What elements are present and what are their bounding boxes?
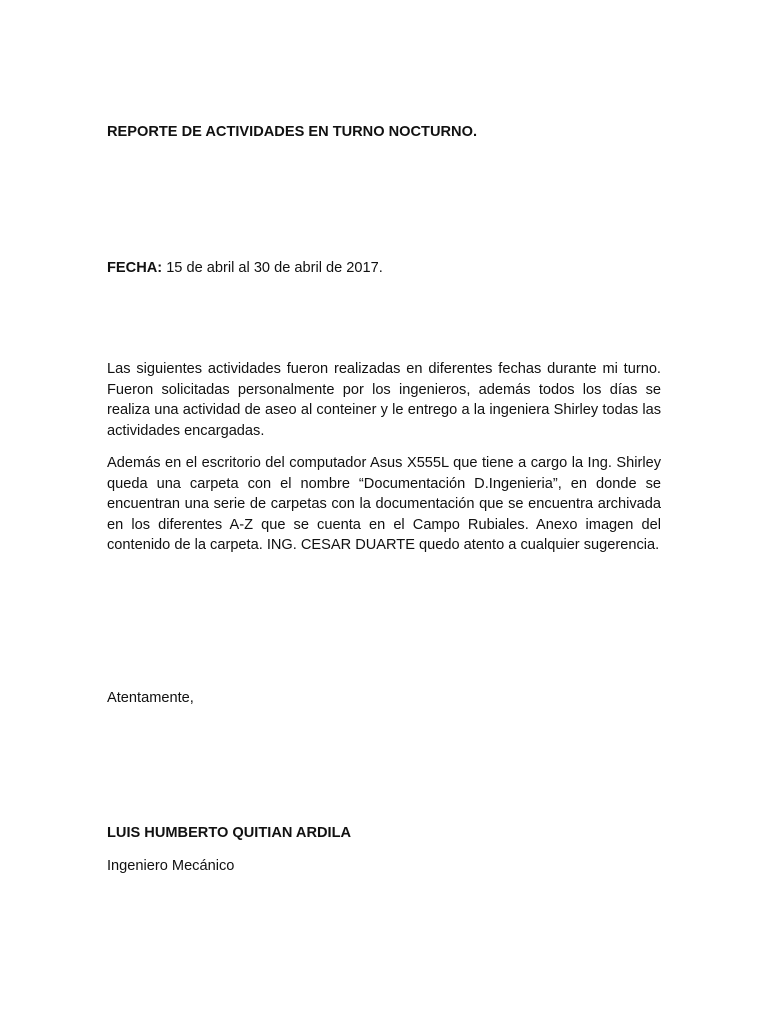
date-line [107, 260, 383, 276]
date-label: FECHA: [107, 260, 163, 276]
closing-salutation: Atentamente, [107, 690, 194, 706]
document-title: REPORTE DE ACTIVIDADES EN TURNO NOCTURNO. [107, 124, 477, 140]
signer-name: LUIS HUMBERTO QUITIAN ARDILA [107, 825, 352, 841]
signer-role: Ingeniero Mecánico [107, 858, 235, 874]
paragraph-activities: Las siguientes actividades fueron realizadas en diferentes fechas durante mi turno. Fueron solicitadas personalmente por los ingenieros, además todos los días se realiza una actividad de aseo al conteiner y le entrego a la ingeniera Shirley todas las actividades encargadas. [107, 361, 661, 439]
paragraph-folder-info: Además en el escritorio del computador Asus X555L que tiene a cargo la Ing. Shirley queda una carpeta con el nombre “Documentación D.Ingenieria”, en donde se encuentran una serie de carpetas con la documentación que se encuentra archivada en los diferentes A-Z que se cuenta en el Campo Rubiales. Anexo imagen del contenido de la carpeta. ING. CESAR DUARTE quedo atento a cualquier sugerencia. [107, 455, 661, 554]
date-value: 15 de abril al 30 de abril de 2017. [162, 260, 383, 276]
